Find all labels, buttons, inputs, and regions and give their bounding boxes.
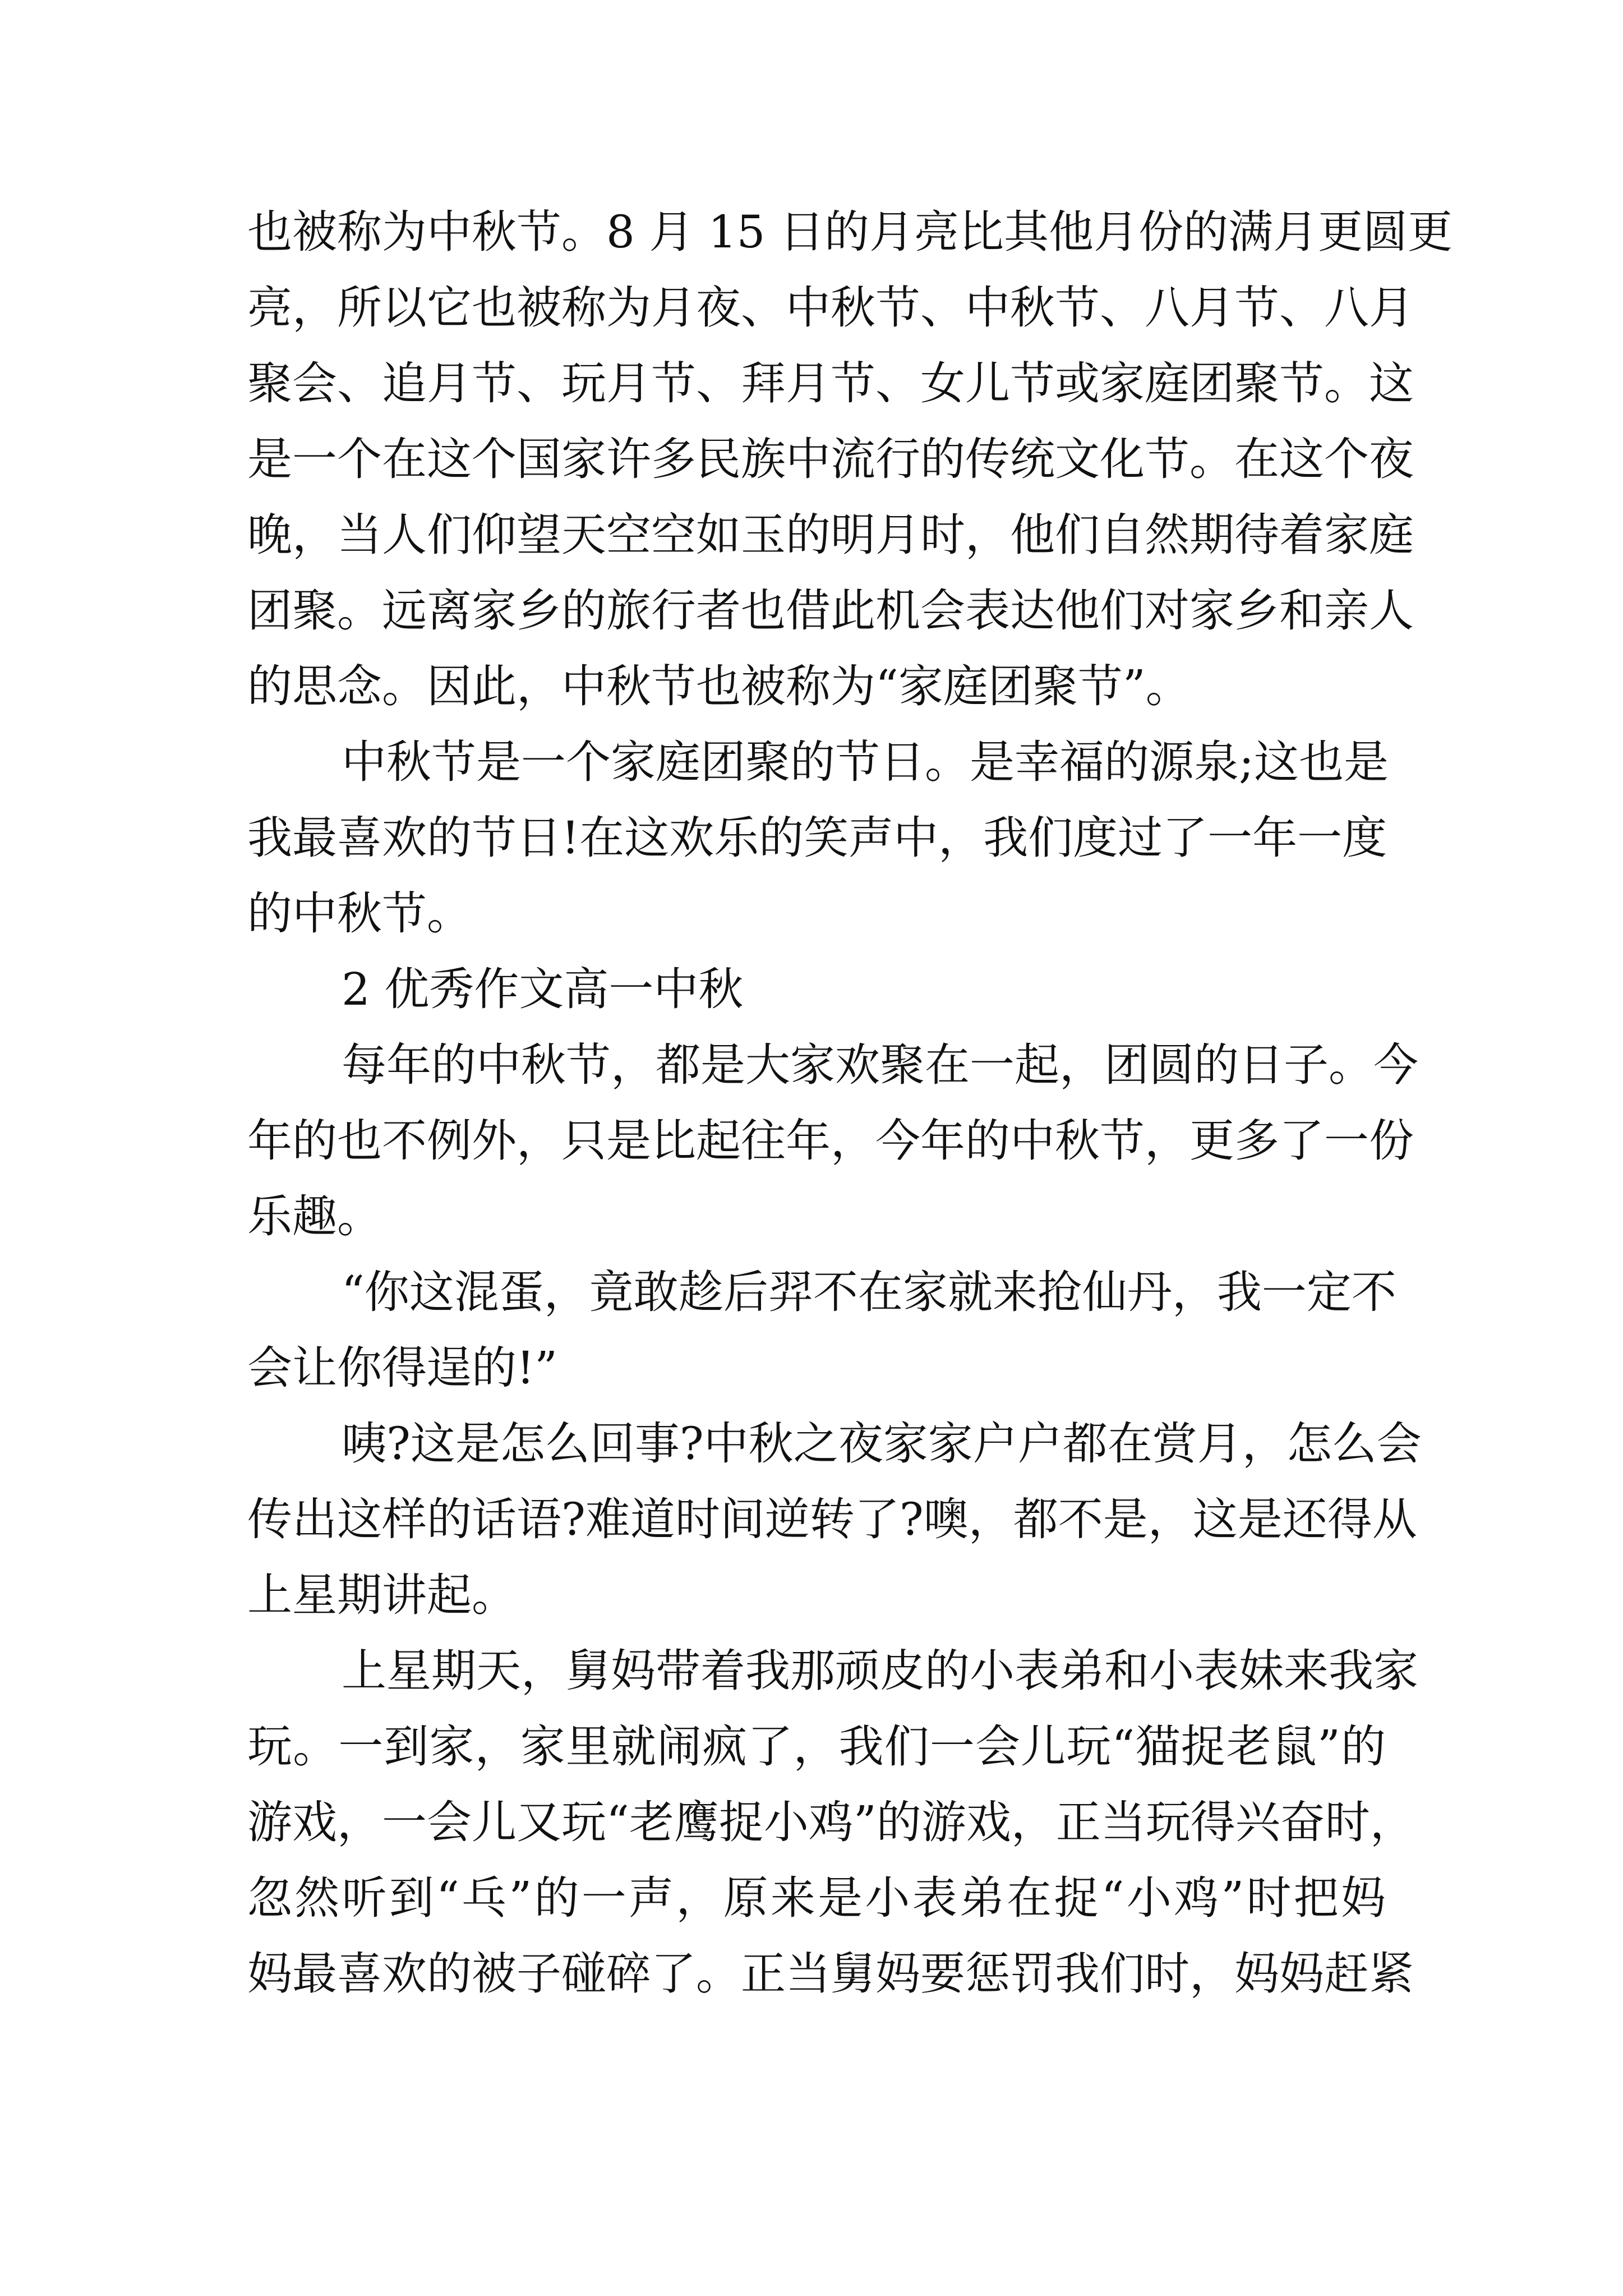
text-line: 是一个在这个国家许多民族中流行的传统文化节。在这个夜 (247, 433, 1414, 485)
text-line: 团聚。远离家乡的旅行者也借此机会表达他们对家乡和亲人 (247, 585, 1414, 637)
text-line: 晚，当人们仰望天空空如玉的明月时，他们自然期待着家庭 (247, 509, 1414, 561)
text-line: 我最喜欢的节日!在这欢乐的笑声中，我们度过了一年一度 (247, 812, 1387, 864)
text-line: 亮，所以它也被称为月夜、中秋节、中秋节、八月节、八月 (247, 282, 1414, 334)
text-line: 传出这样的话语?难道时间逆转了?噢，都不是，这是还得从 (247, 1493, 1417, 1545)
text-line: 游戏，一会儿又玩“老鹰捉小鸡”的游戏，正当玩得兴奋时， (247, 1796, 1415, 1848)
section-heading: 2 优秀作文高一中秋 (342, 963, 744, 1015)
text-line: 聚会、追月节、玩月节、拜月节、女儿节或家庭团聚节。这 (247, 357, 1414, 409)
text-line: 上星期讲起。 (247, 1569, 517, 1621)
text-line: 忽然听到“乓”的一声，原来是小表弟在捉“小鸡”时把妈 (247, 1872, 1386, 1924)
text-line: 玩。一到家，家里就闹疯了，我们一会儿玩“猫捉老鼠”的 (247, 1720, 1386, 1773)
text-line: 乐趣。 (247, 1190, 382, 1243)
paragraph-first-line: “你这混蛋，竟敢趁后羿不在家就来抢仙丹，我一定不 (342, 1266, 1396, 1318)
paragraph-first-line: 中秋节是一个家庭团聚的节日。是幸福的源泉;这也是 (342, 736, 1389, 788)
text-line: 年的也不例外，只是比起往年，今年的中秋节，更多了一份 (247, 1115, 1414, 1167)
text-line: 也被称为中秋节。8 月 15 日的月亮比其他月份的满月更圆更 (247, 206, 1453, 258)
text-line: 的中秋节。 (247, 887, 472, 940)
text-line: 的思念。因此，中秋节也被称为“家庭团聚节”。 (247, 660, 1191, 712)
text-line: 妈最喜欢的被子碰碎了。正当舅妈要惩罚我们时，妈妈赶紧 (247, 1948, 1414, 2000)
text-line: 会让你得逞的!” (247, 1342, 558, 1394)
paragraph-first-line: 每年的中秋节，都是大家欢聚在一起，团圆的日子。今 (342, 1039, 1418, 1091)
paragraph-first-line: 上星期天，舅妈带着我那顽皮的小表弟和小表妹来我家 (342, 1645, 1418, 1697)
paragraph-first-line: 咦?这是怎么回事?中秋之夜家家户户都在赏月，怎么会 (342, 1418, 1422, 1470)
